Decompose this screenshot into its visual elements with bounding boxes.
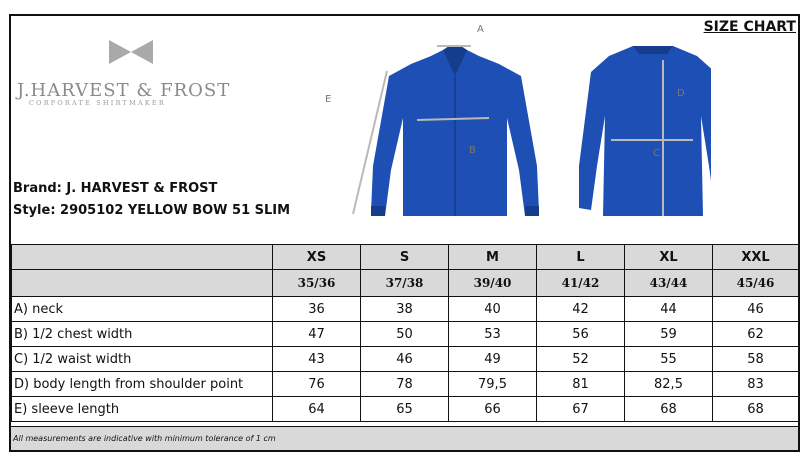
collar-size: 39/40 (449, 270, 537, 297)
table-cell: 58 (713, 347, 799, 372)
table-cell: 76 (273, 372, 361, 397)
collar-size: 37/38 (361, 270, 449, 297)
size-m: M (449, 245, 537, 270)
table-cell: 52 (537, 347, 625, 372)
page-title: SIZE CHART (703, 19, 796, 35)
row-label: B) 1/2 chest width (12, 322, 273, 347)
size-xl: XL (625, 245, 713, 270)
table-cell: 46 (713, 297, 799, 322)
row-label: E) sleeve length (12, 397, 273, 422)
size-table (11, 244, 799, 422)
size-xs: XS (273, 245, 361, 270)
label-a: A (477, 24, 484, 35)
table-cell: 62 (713, 322, 799, 347)
size-chart-frame (9, 14, 800, 452)
table-cell: 44 (625, 297, 713, 322)
table-cell: 56 (537, 322, 625, 347)
table-row (12, 347, 799, 372)
footnote: All measurements are indicative with minimum tolerance of 1 cm (11, 426, 798, 450)
label-d: D (677, 88, 685, 99)
logo-tagline: CORPORATE SHIRTMAKER (29, 99, 166, 107)
table-cell: 53 (449, 322, 537, 347)
table-cell: 64 (273, 397, 361, 422)
row-label: A) neck (12, 297, 273, 322)
table-cell: 38 (361, 297, 449, 322)
table-row (12, 322, 799, 347)
table-cell: 49 (449, 347, 537, 372)
table-cell: 79,5 (449, 372, 537, 397)
table-cell: 68 (625, 397, 713, 422)
shirt-illustration (311, 16, 711, 244)
row-label: D) body length from shoulder point (12, 372, 273, 397)
size-l: L (537, 245, 625, 270)
header-empty (12, 245, 273, 270)
table-cell: 40 (449, 297, 537, 322)
collar-size: 35/36 (273, 270, 361, 297)
table-cell: 68 (713, 397, 799, 422)
collar-size: 45/46 (713, 270, 799, 297)
table-cell: 66 (449, 397, 537, 422)
table-row (12, 372, 799, 397)
table-cell: 81 (537, 372, 625, 397)
logo-wordmark: J.HARVEST & FROST (17, 80, 231, 101)
table-cell: 47 (273, 322, 361, 347)
header-area (11, 16, 798, 244)
table-cell: 36 (273, 297, 361, 322)
table-cell: 46 (361, 347, 449, 372)
shirt-front-image (371, 46, 539, 216)
table-cell: 55 (625, 347, 713, 372)
table-cell: 50 (361, 322, 449, 347)
label-b: B (469, 145, 476, 156)
collar-size-row (12, 270, 799, 297)
header-empty (12, 270, 273, 297)
table-cell: 78 (361, 372, 449, 397)
label-e: E (325, 94, 332, 105)
size-xxl: XXL (713, 245, 799, 270)
brand-line: Brand: J. HARVEST & FROST (13, 181, 218, 196)
collar-size: 41/42 (537, 270, 625, 297)
label-c: C (653, 148, 660, 159)
table-cell: 42 (537, 297, 625, 322)
shirt-back-image (579, 46, 711, 216)
table-cell: 82,5 (625, 372, 713, 397)
size-s: S (361, 245, 449, 270)
table-row (12, 297, 799, 322)
collar-size: 43/44 (625, 270, 713, 297)
style-line: Style: 2905102 YELLOW BOW 51 SLIM (13, 203, 291, 218)
table-cell: 43 (273, 347, 361, 372)
size-header-row (12, 245, 799, 270)
table-cell: 59 (625, 322, 713, 347)
table-row (12, 397, 799, 422)
table-cell: 67 (537, 397, 625, 422)
row-label: C) 1/2 waist width (12, 347, 273, 372)
table-cell: 83 (713, 372, 799, 397)
table-cell: 65 (361, 397, 449, 422)
